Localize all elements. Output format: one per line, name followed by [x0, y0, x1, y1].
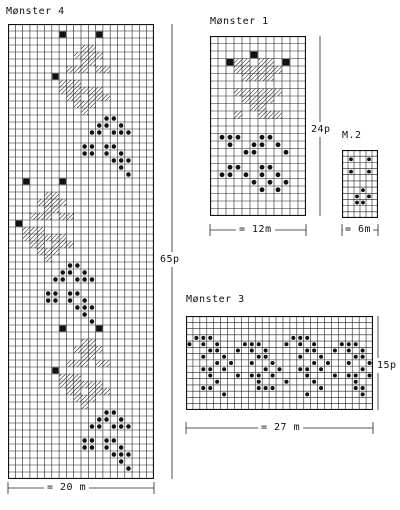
pattern-1-title: Mønster 1: [210, 16, 269, 27]
pattern-4-width-label: = 20 m: [44, 482, 89, 493]
pattern-3-width-label: = 27 m: [258, 422, 303, 433]
pattern-1-width-label: = 12m: [236, 224, 275, 235]
pattern-4-title: Mønster 4: [6, 6, 65, 17]
pattern-2-title: M.2: [342, 130, 362, 141]
pattern-3-height-label: 15p: [377, 360, 397, 371]
pattern-4-height-label: 65p: [160, 254, 180, 265]
pattern-2-width-label: = 6m: [345, 224, 372, 235]
pattern-3-title: Mønster 3: [186, 294, 245, 305]
pattern-1-height-label: 24p: [311, 124, 331, 135]
